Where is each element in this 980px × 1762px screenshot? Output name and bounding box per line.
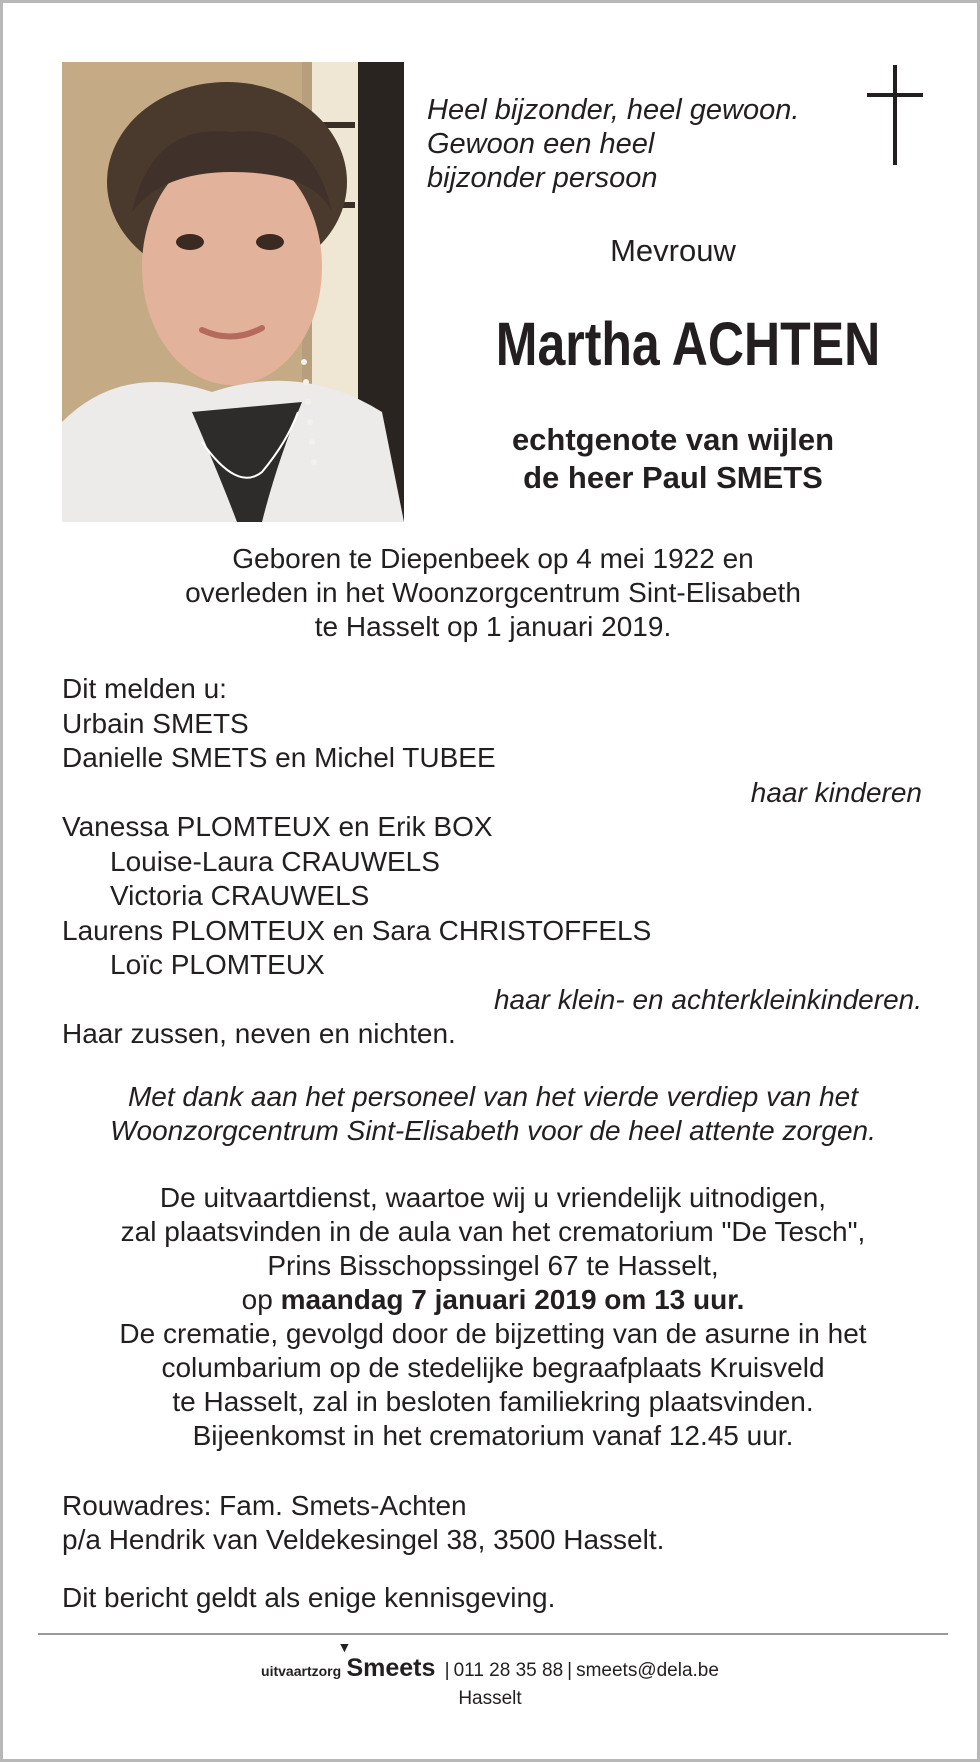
mourner: Danielle SMETS en Michel TUBEE bbox=[62, 742, 496, 773]
brand-text: Smeets bbox=[346, 1654, 436, 1682]
thanks-note bbox=[43, 1080, 943, 1148]
mourner: Haar zussen, neven en nichten. bbox=[62, 1018, 456, 1049]
divider bbox=[38, 1633, 948, 1635]
service-line: Bijeenkomst in het crematorium vanaf 12.45 uur. bbox=[192, 1420, 794, 1451]
service-line: Prins Bisschopssingel 67 te Hasselt, bbox=[267, 1250, 719, 1281]
relation-label: haar kinderen bbox=[750, 776, 922, 808]
service-date-line bbox=[43, 1283, 943, 1317]
mourner: Victoria CRAUWELS bbox=[110, 880, 370, 911]
service-line: De crematie, gevolgd door de bijzetting van de asurne in het bbox=[119, 1318, 867, 1349]
mourners-intro: Dit melden u: bbox=[62, 673, 227, 704]
service-line: zal plaatsvinden in de aula van het crematorium "De Tesch", bbox=[120, 1216, 866, 1247]
mourner: Laurens PLOMTEUX en Sara CHRISTOFFELS bbox=[62, 914, 652, 946]
relation-label: haar klein- en achterkleinkinderen. bbox=[493, 983, 922, 1015]
mourner: Loïc PLOMTEUX bbox=[110, 949, 325, 980]
salutation: Mevrouw bbox=[610, 233, 736, 268]
mourner: Louise-Laura CRAUWELS bbox=[110, 845, 440, 877]
born-line: te Hasselt op 1 januari 2019. bbox=[314, 611, 672, 642]
funeral-service-details bbox=[43, 1181, 943, 1453]
separator: | bbox=[444, 1660, 450, 1681]
address-line: p/a Hendrik van Veldekesingel 38, 3500 Hasselt. bbox=[62, 1524, 665, 1555]
service-line: columbarium op de stedelijke begraafplaats Kruisveld bbox=[161, 1352, 825, 1383]
thanks-line: Woonzorgcentrum Sint-Elisabeth voor de heel attente zorgen. bbox=[110, 1115, 876, 1146]
mourning-address bbox=[62, 1489, 922, 1557]
footer-city: Hasselt bbox=[458, 1688, 522, 1709]
address-line: Rouwadres: Fam. Smets-Achten bbox=[62, 1490, 467, 1521]
spouse-note bbox=[433, 421, 913, 497]
deceased-name: Martha ACHTEN bbox=[495, 310, 881, 378]
born-line: Geboren te Diepenbeek op 4 mei 1922 en bbox=[232, 543, 754, 574]
born-line: overleden in het Woonzorgcentrum Sint-Elisabeth bbox=[185, 577, 801, 608]
notice-text: Dit bericht geldt als enige kennisgeving. bbox=[62, 1582, 556, 1613]
spouse-line: echtgenote van wijlen bbox=[511, 422, 835, 457]
motto-line: Heel bijzonder, heel gewoon. bbox=[427, 94, 800, 126]
mourner: Vanessa PLOMTEUX en Erik BOX bbox=[62, 811, 493, 842]
separator: | bbox=[567, 1660, 573, 1681]
service-line: te Hasselt, zal in besloten familiekring plaatsvinden. bbox=[172, 1386, 814, 1417]
brand-name bbox=[337, 1639, 436, 1682]
thanks-line: Met dank aan het personeel van het vierde verdiep van het bbox=[127, 1081, 859, 1112]
portrait-photo bbox=[62, 62, 404, 522]
motto-line: bijzonder persoon bbox=[427, 162, 658, 194]
brand-triangle-icon: ▼ bbox=[337, 1639, 352, 1655]
footer-contact-line bbox=[3, 1639, 977, 1684]
mourners-list bbox=[62, 672, 922, 1052]
email-address[interactable]: smeets@dela.be bbox=[576, 1660, 719, 1681]
org-label: uitvaartzorg bbox=[261, 1663, 342, 1679]
birth-death-details bbox=[43, 542, 943, 644]
motto bbox=[427, 93, 857, 195]
mourner: Urbain SMETS bbox=[62, 707, 249, 739]
spouse-line: de heer Paul SMETS bbox=[523, 460, 823, 495]
cross-icon bbox=[865, 65, 925, 165]
phone-number[interactable]: 011 28 35 88 bbox=[453, 1660, 564, 1681]
service-date-prefix: op bbox=[241, 1284, 281, 1315]
service-line: De uitvaartdienst, waartoe wij u vriendelijk uitnodigen, bbox=[159, 1182, 827, 1213]
funeral-home-footer bbox=[3, 1639, 977, 1712]
service-date: maandag 7 januari 2019 om 13 uur. bbox=[280, 1284, 745, 1315]
motto-line: Gewoon een heel bbox=[427, 128, 655, 160]
